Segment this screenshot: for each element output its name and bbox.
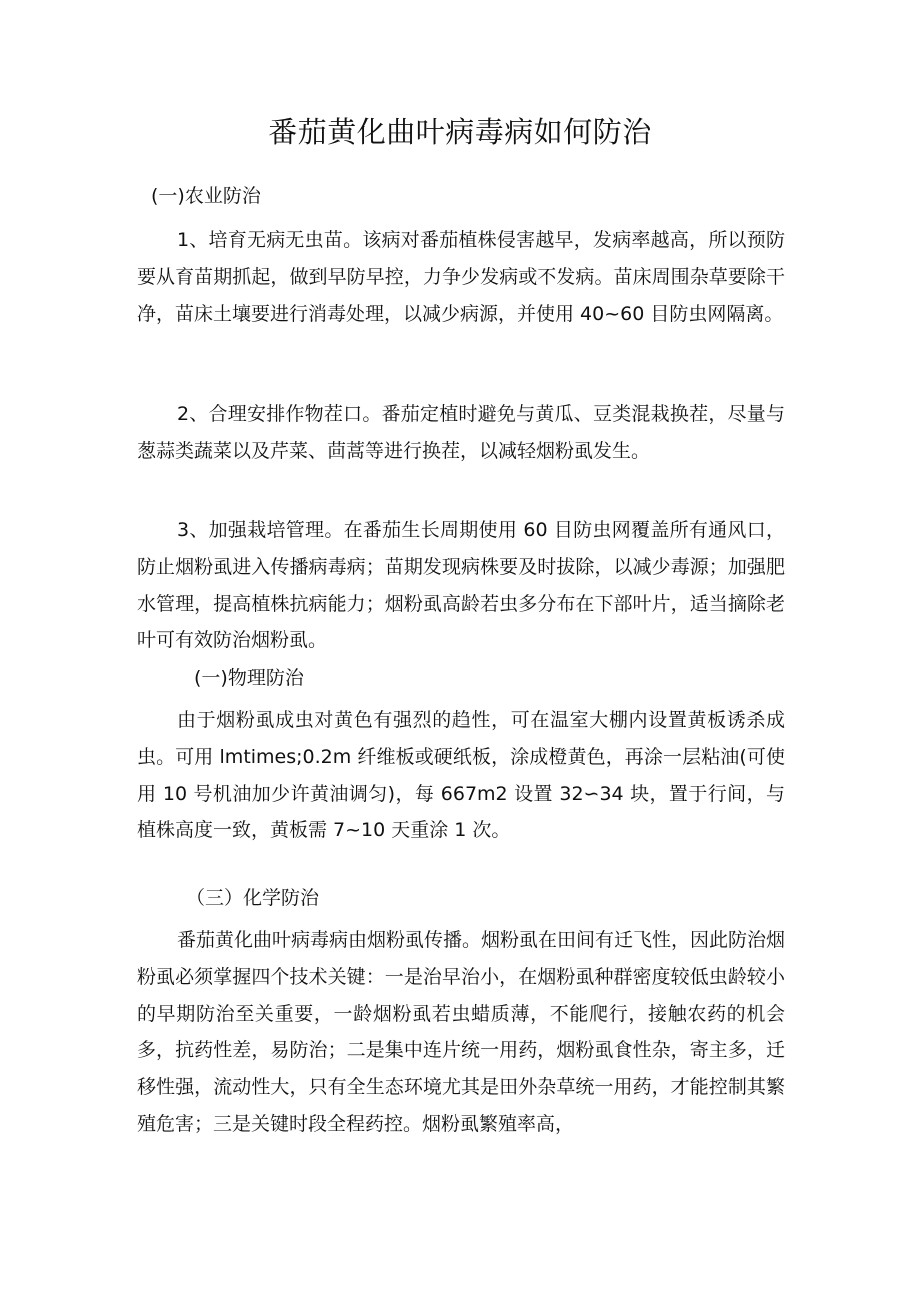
paragraph-crop-rotation: 2、合理安排作物茬口。番茄定植时避免与黄瓜、豆类混栽换茬，尽量与葱蒜类蔬菜以及芹菜、茴蒿等进行换茬，以减轻烟粉虱发生。 xyxy=(137,403,785,462)
paragraph-cultivation-management: 3、加强栽培管理。在番茄生长周期使用 60 目防虫网覆盖所有通风口，防止烟粉虱进入传播病毒病；苗期发现病株要及时拔除，以减少毒源；加强肥水管理，提高植株抗病能力；烟粉虱高龄若虫多分布在下部叶片，适当摘除老叶可有效防治烟粉虱。 xyxy=(137,519,785,652)
section-heading-agricultural: (一)农业防治 xyxy=(151,185,261,207)
section-heading-physical: (一)物理防治 xyxy=(194,667,304,689)
paragraph-yellow-boards: 由于烟粉虱成虫对黄色有强烈的趋性，可在温室大棚内设置黄板诱杀成虫。可用 lmtimes;0.2m 纤维板或硬纸板，涂成橙黄色，再涂一层粘油(可使用 10 号机油加少许黄油调匀)，每 667m2 设置 32∽34 块，置于行间，与植株高度一致，黄板需 7~10 天重涂 1 次。 xyxy=(137,709,785,842)
document-title: 番茄黄化曲叶病毒病如何防治 xyxy=(268,115,652,149)
paragraph-seedlings: 1、培育无病无虫苗。该病对番茄植株侵害越早，发病率越高，所以预防要从育苗期抓起，做到早防早控，力争少发病或不发病。苗床周围杂草要除干净，苗床土壤要进行消毒处理，以减少病源，并使用 40~60 目防虫网隔离。 xyxy=(137,229,785,325)
paragraph-chemical-control: 番茄黄化曲叶病毒病由烟粉虱传播。烟粉虱在田间有迁飞性，因此防治烟粉虱必须掌握四个技术关键：一是治早治小，在烟粉虱种群密度较低虫龄较小的早期防治至关重要，一龄烟粉虱若虫蜡质薄，不能爬行，接触农药的机会多，抗药性差，易防治；二是集中连片统一用药，烟粉虱食性杂，寄主多，迁移性强，流动性大，只有全生态环境尤其是田外杂草统一用药，才能控制其繁殖危害；三是关键时段全程药控。烟粉虱繁殖率高， xyxy=(137,929,786,1135)
section-heading-chemical: （三）化学防治 xyxy=(186,887,320,909)
